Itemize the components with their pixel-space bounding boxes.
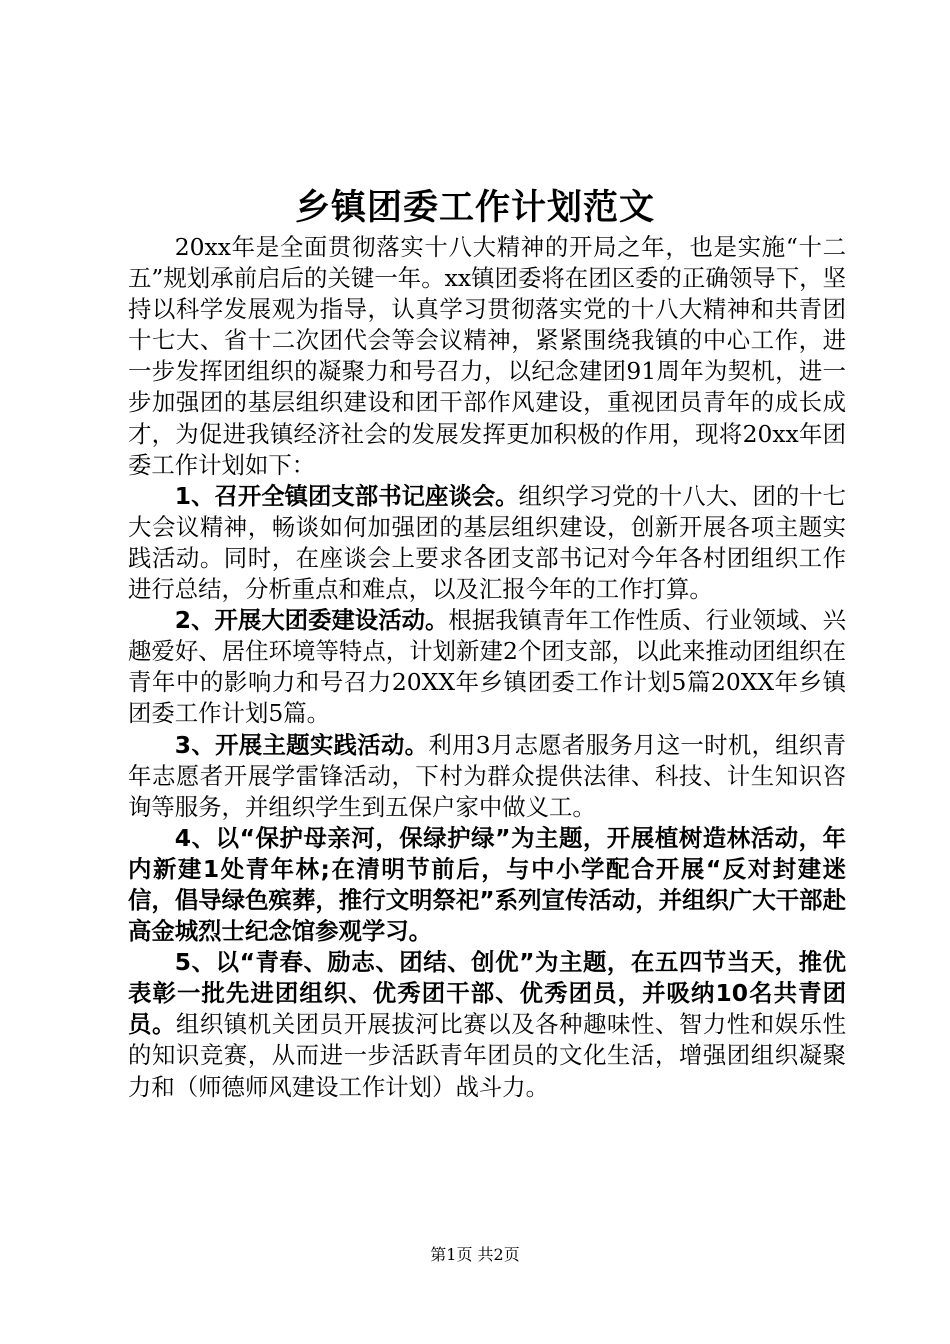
plan-item-1 xyxy=(128,481,846,605)
plan-item-4 xyxy=(128,823,846,947)
plan-item-3 xyxy=(128,730,846,823)
plan-item-5-heading: 5、以“青春、励志、团结、创优”为主题，在五四节当天，推优表彰一批先进团组织、优秀团干部、优秀团员，并吸纳10名共青团员。 xyxy=(128,948,846,1039)
plan-item-1-heading: 1、召开全镇团支部书记座谈会。 xyxy=(174,481,519,510)
plan-item-4-heading: 4、以“保护母亲河，保绿护绿”为主题，开展植树造林活动，年内新建1处青年林;在清明节前后，与中小学配合开展“反对封建迷信，倡导绿色殡葬，推行文明祭祀”系列宣传活动，并组织广大干部赴高金城烈士纪念馆参观学习。 xyxy=(128,823,846,946)
plan-item-2 xyxy=(128,605,846,729)
plan-item-5-text: 组织镇机关团员开展拔河比赛以及各种趣味性、智力性和娱乐性的知识竞赛，从而进一步活跃青年团员的文化生活，增强团组织凝聚力和（师德师风建设工作计划）战斗力。 xyxy=(128,1010,846,1101)
page-title: 乡镇团委工作计划范文 xyxy=(294,188,655,228)
document-body xyxy=(128,232,846,1103)
page-footer: 第1页 共2页 xyxy=(430,1245,520,1264)
plan-item-5 xyxy=(128,947,846,1102)
plan-item-2-text: 根据我镇青年工作性质、行业领域、兴趣爱好、居住环境等特点，计划新建2个团支部，以此来推动团组织在青年中的影响力和号召力20XX年乡镇团委工作计划5篇20XX年乡镇团委工作计划5篇。 xyxy=(128,606,847,728)
plan-item-1-text: 组织学习党的十八大、团的十七大会议精神，畅谈如何加强团的基层组织建设，创新开展各项主题实践活动。同时，在座谈会上要求各团支部书记对今年各村团组织工作进行总结，分析重点和难点，以及汇报今年的工作打算。 xyxy=(128,481,847,604)
plan-item-2-heading: 2、开展大团委建设活动。 xyxy=(174,606,449,635)
plan-item-3-text: 利用3月志愿者服务月这一时机，组织青年志愿者开展学雷锋活动，下村为群众提供法律、科技、计生知识咨询等服务，并组织学生到五保户家中做义工。 xyxy=(128,730,846,821)
plan-item-3-heading: 3、开展主题实践活动。 xyxy=(174,730,429,759)
intro-paragraph: 20xx年是全面贯彻落实十八大精神的开局之年，也是实施“十二五”规划承前启后的关键一年。xx镇团委将在团区委的正确领导下，坚持以科学发展观为指导，认真学习贯彻落实党的十八大精神和共青团十七大、省十二次团代会等会议精神，紧紧围绕我镇的中心工作，进一步发挥团组织的凝聚力和号召力，以纪念建团91周年为契机，进一步加强团的基层组织建设和团干部作风建设，重视团员青年的成长成才，为促进我镇经济社会的发展发挥更加积极的作用，现将20xx年团委工作计划如下： xyxy=(128,233,846,479)
